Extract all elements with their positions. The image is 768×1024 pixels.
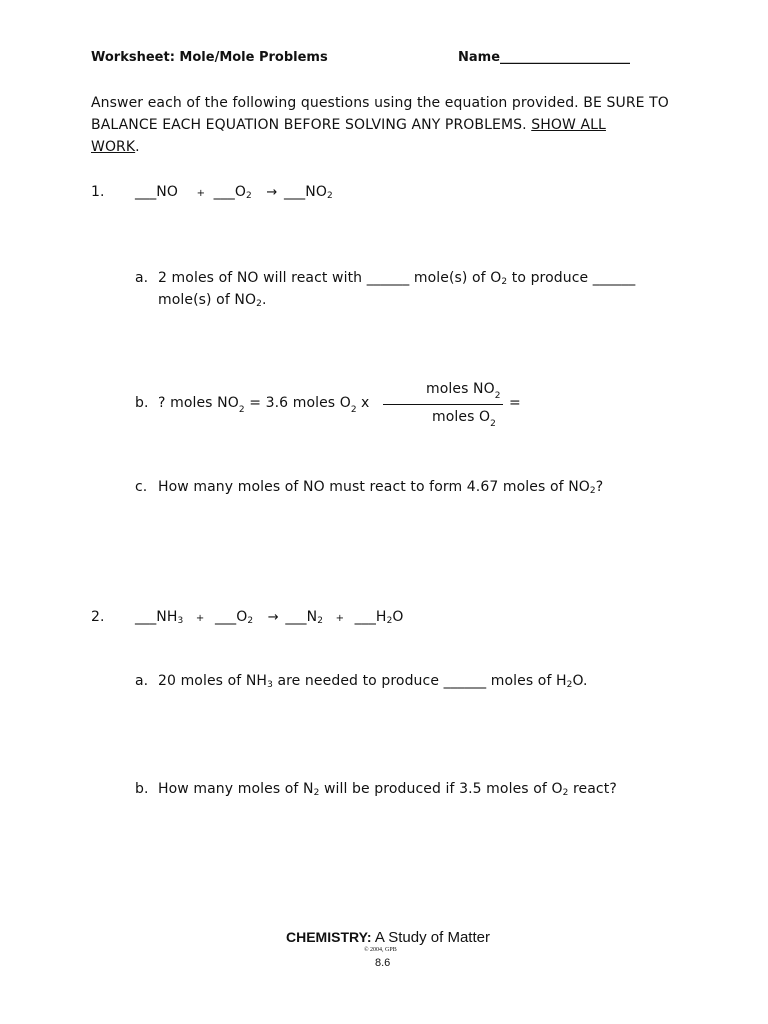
instructions-period: .	[135, 139, 140, 155]
q1-eq-product-no2: $\_\_\_NO_2$	[283, 184, 333, 201]
q1b-fraction-bar	[383, 404, 503, 405]
footer-copyright: © 2004, GPB	[364, 947, 397, 953]
q2-eq-product-h2o: $\_\_\_H_2O$	[354, 609, 404, 626]
q1a-label: a.	[135, 270, 149, 286]
q1-number: 1.	[91, 184, 105, 200]
q2b-text: How many moles of $N_2$ will be produced if 3.5 moles of $O_2$ react?	[158, 781, 617, 798]
q2-eq-product-n2: $\_\_\_N_2$	[285, 609, 324, 626]
work-emphasis: WORK	[91, 139, 136, 155]
footer-brand	[286, 927, 490, 946]
q1b-fraction-denominator: moles $O_2$	[432, 409, 496, 429]
yields-arrow-icon: →	[267, 610, 279, 625]
q1-equation	[135, 184, 333, 200]
q2-eq-reactant-nh3: $\_\_\_NH_3$	[135, 609, 184, 626]
q2-eq-reactant-o2: $\_\_\_O_2$	[214, 609, 254, 626]
q1a-line-1: 2 moles of NO will react with ______ mole(s) of $O_2$ to produce ______	[158, 270, 636, 287]
q1c-label: c.	[135, 479, 148, 495]
footer-brand-rest: A Study of Matter	[371, 929, 490, 946]
instructions-line-2-text: BALANCE EACH EQUATION BEFORE SOLVING ANY PROBLEMS.	[91, 117, 532, 133]
name-field-label: Name____________________	[458, 50, 631, 65]
q2a-text: 20 moles of $NH_3$ are needed to produce ______ moles of $H_2O$.	[158, 673, 588, 690]
q1b-label: b.	[135, 395, 149, 411]
page-number: 8.6	[375, 957, 391, 969]
yields-arrow-icon: →	[266, 185, 278, 200]
q1a-line-2: mole(s) of $NO_2$.	[158, 292, 267, 309]
q2b-label: b.	[135, 781, 149, 797]
q1b-fraction-numerator: moles $NO_2$	[426, 381, 501, 401]
q1b-times: x	[361, 395, 370, 411]
q2-number: 2.	[91, 609, 105, 625]
q2-eq-plus-2: +	[335, 613, 345, 624]
q1b-expression: ? moles $NO_2 = 3.6$ moles $O_2$	[158, 395, 357, 415]
q1c-text: How many moles of NO must react to form 4.67 moles of $NO_2$?	[158, 479, 604, 496]
footer-brand-bold: CHEMISTRY:	[286, 929, 372, 945]
q1b-equals: =	[509, 395, 521, 411]
show-all-emphasis: SHOW ALL	[531, 117, 606, 133]
instructions-line-3	[91, 139, 140, 155]
worksheet-title: Worksheet: Mole/Mole Problems	[91, 50, 328, 65]
q2-eq-plus-1: +	[195, 613, 205, 624]
instructions-line-2	[91, 117, 606, 133]
q1-eq-reactant-no: ___NO	[135, 184, 178, 200]
q1-eq-plus: +	[196, 188, 206, 199]
q1-eq-reactant-o2: $\_\_\_O_2$	[213, 184, 252, 201]
q2a-label: a.	[135, 673, 149, 689]
instructions-line-1: Answer each of the following questions using the equation provided. BE SURE TO	[91, 95, 669, 111]
q2-equation	[135, 609, 404, 625]
